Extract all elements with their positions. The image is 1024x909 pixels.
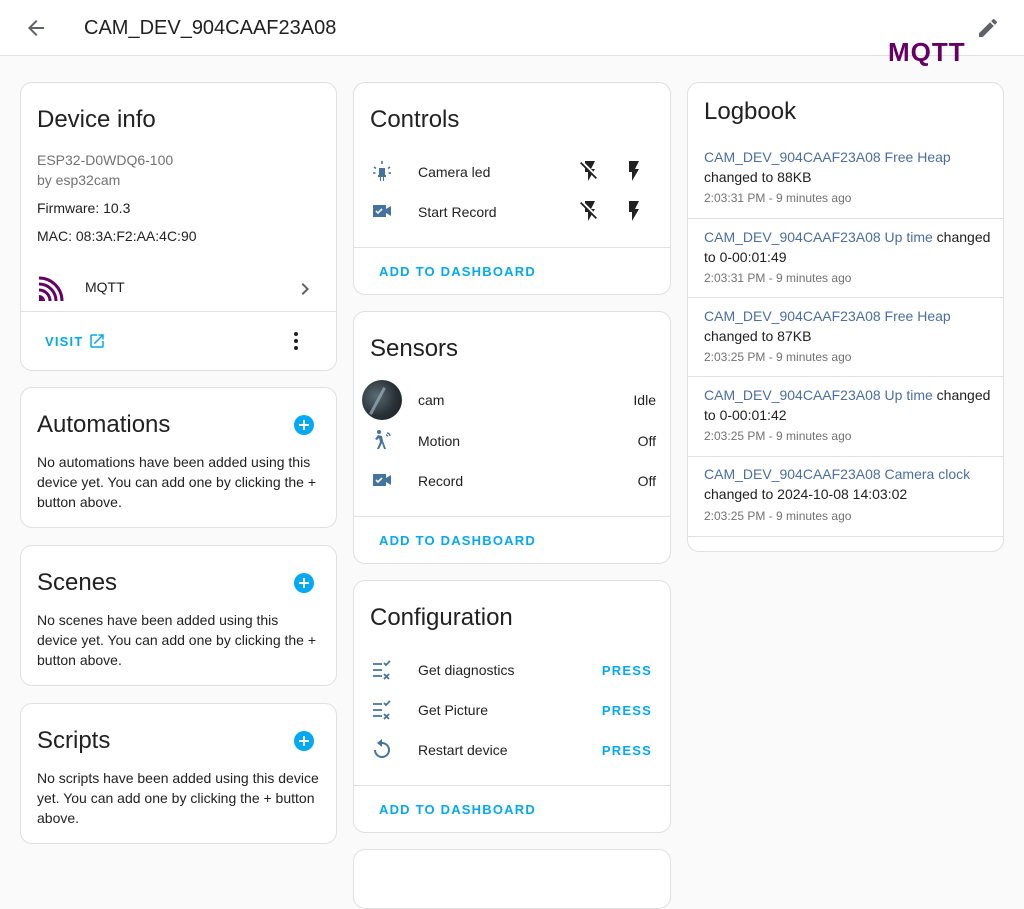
motion-sensor-icon: [370, 428, 394, 452]
sensor-name: Motion: [418, 433, 461, 449]
log-time: 2:03:31 PM - 9 minutes ago: [704, 271, 852, 285]
back-arrow-icon[interactable]: [24, 16, 48, 40]
open-external-icon[interactable]: [88, 332, 106, 350]
scenes-card: [20, 545, 337, 686]
camera-thumbnail[interactable]: [362, 380, 402, 420]
video-icon: [370, 199, 394, 223]
log-time: 2:03:31 PM - 9 minutes ago: [704, 191, 852, 205]
log-entity-link[interactable]: CAM_DEV_904CAAF23A08 Free Heap: [704, 308, 951, 324]
more-vertical-icon[interactable]: [284, 329, 308, 353]
sensor-state: Idle: [633, 392, 656, 408]
log-entry: [688, 457, 1003, 537]
control-name: Camera led: [418, 164, 491, 180]
press-button[interactable]: PRESS: [601, 743, 652, 758]
list-check-icon: [370, 697, 394, 721]
scripts-empty-text: No scripts have been added using this device yet. You can add one by clicking the + button above.: [37, 770, 319, 826]
device-info-title: Device info: [37, 106, 156, 133]
device-firmware: Firmware: 10.3: [37, 200, 131, 216]
control-name: Start Record: [418, 204, 497, 220]
sensor-state: Off: [637, 473, 656, 489]
card-divider: [354, 516, 670, 517]
page-title: CAM_DEV_904CAAF23A08: [84, 17, 337, 39]
log-entity-link[interactable]: CAM_DEV_904CAAF23A08 Up time: [704, 387, 933, 403]
automations-empty-text: No automations have been added using this device yet. You can add one by clicking the + button above.: [37, 454, 317, 510]
config-row: [354, 653, 672, 689]
config-row: [354, 693, 672, 729]
log-entry: [688, 219, 1003, 298]
sensor-name: Record: [418, 473, 464, 489]
controls-card: [353, 82, 671, 295]
control-row[interactable]: [354, 155, 672, 191]
automations-card: [20, 387, 337, 528]
config-name: Get Picture: [418, 702, 489, 718]
mqtt-icon: [39, 275, 65, 301]
card-divider: [354, 785, 670, 786]
configuration-card: [353, 580, 671, 833]
camera-glare: [369, 387, 386, 415]
top-app-bar: [0, 0, 1024, 56]
integration-row-mqtt[interactable]: [21, 269, 338, 305]
log-change-text: changed to 87KB: [704, 328, 812, 344]
visit-button[interactable]: [45, 334, 84, 349]
log-time: 2:03:25 PM - 9 minutes ago: [704, 350, 852, 364]
log-entry-text: [704, 464, 994, 504]
mqtt-brand-logo: MQTT: [888, 37, 966, 67]
log-entry-text: [704, 227, 994, 267]
visit-label: VISIT: [45, 334, 84, 349]
config-row: [354, 733, 672, 769]
log-change-text: changed to 88KB: [704, 169, 812, 185]
config-name: Restart device: [418, 742, 508, 758]
integration-label: MQTT: [85, 279, 125, 295]
log-time: 2:03:25 PM - 9 minutes ago: [704, 509, 852, 523]
next-card-partial: [353, 849, 671, 909]
sensor-row[interactable]: [354, 380, 672, 420]
press-button[interactable]: PRESS: [601, 663, 652, 678]
add-to-dashboard-button[interactable]: ADD TO DASHBOARD: [379, 533, 536, 548]
flash-icon[interactable]: [622, 199, 646, 223]
sensor-name: cam: [418, 392, 445, 408]
add-to-dashboard-button[interactable]: ADD TO DASHBOARD: [379, 264, 536, 279]
add-to-dashboard-button[interactable]: ADD TO DASHBOARD: [379, 802, 536, 817]
log-entity-link[interactable]: CAM_DEV_904CAAF23A08 Up time: [704, 229, 933, 245]
restart-icon: [370, 737, 394, 761]
device-info-card: [20, 82, 337, 371]
add-automation-button[interactable]: [294, 415, 314, 435]
configuration-title: Configuration: [370, 604, 513, 631]
edit-pencil-icon[interactable]: [976, 16, 1000, 40]
log-entity-link[interactable]: CAM_DEV_904CAAF23A08 Free Heap: [704, 149, 951, 165]
press-button[interactable]: PRESS: [601, 703, 652, 718]
log-entity-link[interactable]: CAM_DEV_904CAAF23A08 Camera clock: [704, 466, 971, 482]
card-divider: [21, 311, 336, 312]
scripts-card: [20, 703, 337, 844]
led-icon: [370, 159, 394, 183]
log-entry: [688, 298, 1003, 377]
controls-title: Controls: [370, 106, 460, 133]
scenes-empty-text: No scenes have been added using this device yet. You can add one by clicking the + button above.: [37, 612, 317, 668]
add-script-button[interactable]: [294, 731, 314, 751]
log-time: 2:03:25 PM - 9 minutes ago: [704, 429, 852, 443]
log-entry-text: [704, 306, 994, 346]
flash-off-icon[interactable]: [578, 159, 602, 183]
flash-off-icon[interactable]: [578, 199, 602, 223]
sensors-card: [353, 311, 671, 564]
sensor-state: Off: [637, 433, 656, 449]
control-row[interactable]: [354, 195, 672, 231]
scenes-title: Scenes: [37, 569, 118, 596]
sensor-row[interactable]: [354, 464, 672, 500]
video-icon: [370, 468, 394, 492]
device-mac: MAC: 08:3A:F2:AA:4C:90: [37, 228, 197, 244]
add-scene-button[interactable]: [294, 573, 314, 593]
log-entry: [688, 377, 1003, 457]
log-entry-text: [704, 147, 994, 187]
sensor-row[interactable]: [354, 424, 672, 460]
log-change-text: changed to 0-00:01:49: [704, 229, 991, 265]
device-model: ESP32-D0WDQ6-100: [37, 152, 174, 168]
logbook-title: Logbook: [704, 98, 797, 125]
chevron-right-icon: [293, 277, 317, 301]
card-divider: [354, 247, 670, 248]
log-entry: [688, 139, 1003, 219]
log-change-text: changed to 2024-10-08 14:03:02: [704, 486, 908, 502]
config-name: Get diagnostics: [418, 662, 515, 678]
device-manufacturer: by esp32cam: [37, 172, 121, 188]
list-check-icon: [370, 657, 394, 681]
log-change-text: changed to 0-00:01:42: [704, 387, 991, 423]
sensors-title: Sensors: [370, 335, 459, 362]
logbook-card: [687, 82, 1004, 552]
flash-icon[interactable]: [622, 159, 646, 183]
scripts-title: Scripts: [37, 727, 111, 754]
automations-title: Automations: [37, 411, 171, 438]
log-entry-text: [704, 385, 994, 425]
